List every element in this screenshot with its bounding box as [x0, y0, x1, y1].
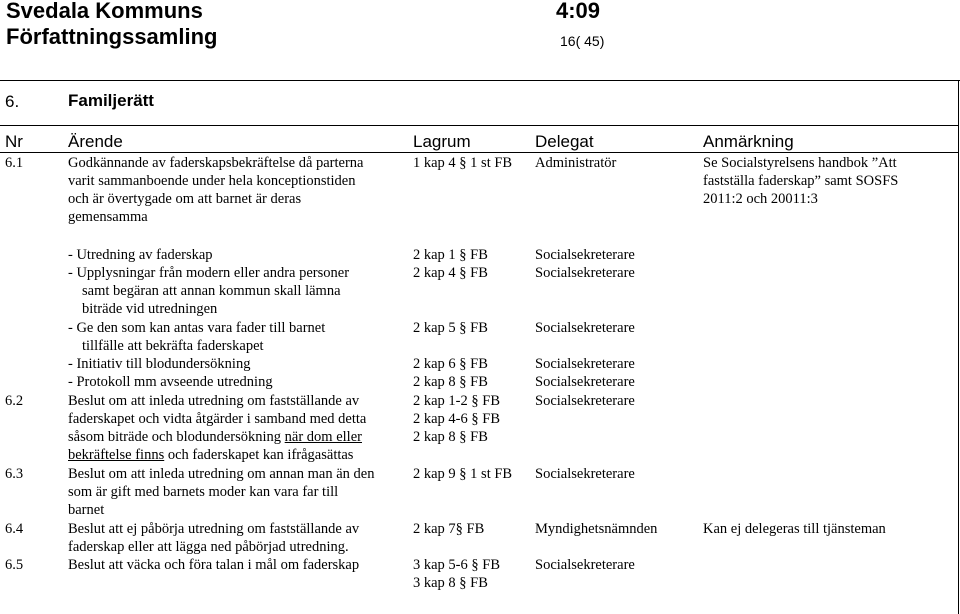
row-6-1-arende: Godkännande av faderskapsbekräftelse då parterna varit sammanboende under hela konceptionstiden och är övertygade om att barnet är deras gemensamma [68, 155, 364, 225]
row-6-4-lagrum: 2 kap 7§ FB [413, 521, 485, 537]
column-header-arende: Ärende [68, 132, 123, 151]
row-6-5-nr: 6.5 [5, 557, 24, 573]
column-header-anmarkning: Anmärkning [703, 132, 794, 151]
row-6-4-delegat: Myndighetsnämnden [535, 521, 658, 537]
row-6-5-lagrum: 3 kap 5-6 § FB 3 kap 8 § FB [413, 557, 500, 591]
row-6-1-anmarkning: Se Socialstyrelsens handbok ”Att fastställa faderskap” samt SOSFS 2011:2 och 20011:3 [703, 155, 899, 207]
row-6-5-arende: Beslut att väcka och föra talan i mål om faderskap [68, 557, 360, 573]
list-item-protokoll-delegat: Socialsekreterare [535, 374, 635, 390]
section-title: Familjerätt [68, 91, 154, 110]
document-number: 4:09 [556, 0, 601, 23]
row-6-3-delegat: Socialsekreterare [535, 466, 635, 482]
list-item-protokoll-lagrum: 2 kap 8 § FB [413, 374, 488, 390]
org-name-line2: Författningssamling [6, 24, 218, 49]
row-6-2-lagrum: 2 kap 1-2 § FB 2 kap 4-6 § FB 2 kap 8 § FB [413, 393, 500, 445]
list-item-upplysningar-delegat: Socialsekreterare [535, 265, 635, 281]
list-item-blodundersokning-delegat: Socialsekreterare [535, 356, 635, 372]
column-header-delegat: Delegat [535, 132, 594, 151]
list-item-bekrafta-delegat: Socialsekreterare [535, 320, 635, 336]
column-header-lagrum: Lagrum [413, 132, 471, 151]
org-name-line1: Svedala Kommuns [6, 0, 203, 23]
row-6-1-lagrum: 1 kap 4 § 1 st FB [413, 155, 513, 171]
list-item-bekrafta-lagrum: 2 kap 5 § FB [413, 320, 488, 336]
list-item-bekrafta: - Ge den som kan antas vara fader till barnet tillfälle att bekräfta faderskapet [68, 320, 326, 354]
list-item-utredning-delegat: Socialsekreterare [535, 247, 635, 263]
column-header-nr: Nr [5, 132, 23, 151]
list-item-blodundersokning: - Initiativ till blodundersökning [68, 356, 251, 372]
section-number: 6. [5, 92, 20, 111]
list-item-utredning: - Utredning av faderskap [68, 247, 213, 263]
row-separator [0, 152, 958, 153]
list-item-blodundersokning-lagrum: 2 kap 6 § FB [413, 356, 488, 372]
row-6-1-nr: 6.1 [5, 155, 24, 171]
list-item-upplysningar: - Upplysningar från modern eller andra personer samt begäran att annan kommun skall lämna biträde vid utredningen [68, 265, 350, 317]
row-6-5-delegat: Socialsekreterare [535, 557, 635, 573]
row-6-1-delegat: Administratör [535, 155, 617, 171]
row-6-3-lagrum: 2 kap 9 § 1 st FB [413, 466, 513, 482]
list-item-protokoll: - Protokoll mm avseende utredning [68, 374, 273, 390]
row-6-2-nr: 6.2 [5, 393, 24, 409]
page-number: 16( 45) [560, 33, 605, 49]
row-6-4-nr: 6.4 [5, 521, 24, 537]
list-item-upplysningar-lagrum: 2 kap 4 § FB [413, 265, 488, 281]
row-6-3-arende: Beslut om att inleda utredning om annan man än den som är gift med barnets moder kan vara far till barnet [68, 466, 375, 518]
table-top-border [0, 80, 960, 81]
row-6-4-arende: Beslut att ej påbörja utredning om fastställande av faderskap eller att lägga ned påbörjad utredning. [68, 521, 360, 555]
header-separator [0, 125, 958, 126]
row-6-4-anmarkning: Kan ej delegeras till tjänsteman [703, 521, 886, 537]
row-6-2-delegat: Socialsekreterare [535, 393, 635, 409]
list-item-utredning-lagrum: 2 kap 1 § FB [413, 247, 488, 263]
table-right-border [958, 80, 959, 614]
row-6-3-nr: 6.3 [5, 466, 24, 482]
row-6-2-arende: Beslut om att inleda utredning om fastställande av faderskapet och vidta åtgärder i samband med detta såsom biträde och blodundersökning när dom eller bekräftelse finns och faderskapet kan ifrågasättas [68, 393, 367, 463]
